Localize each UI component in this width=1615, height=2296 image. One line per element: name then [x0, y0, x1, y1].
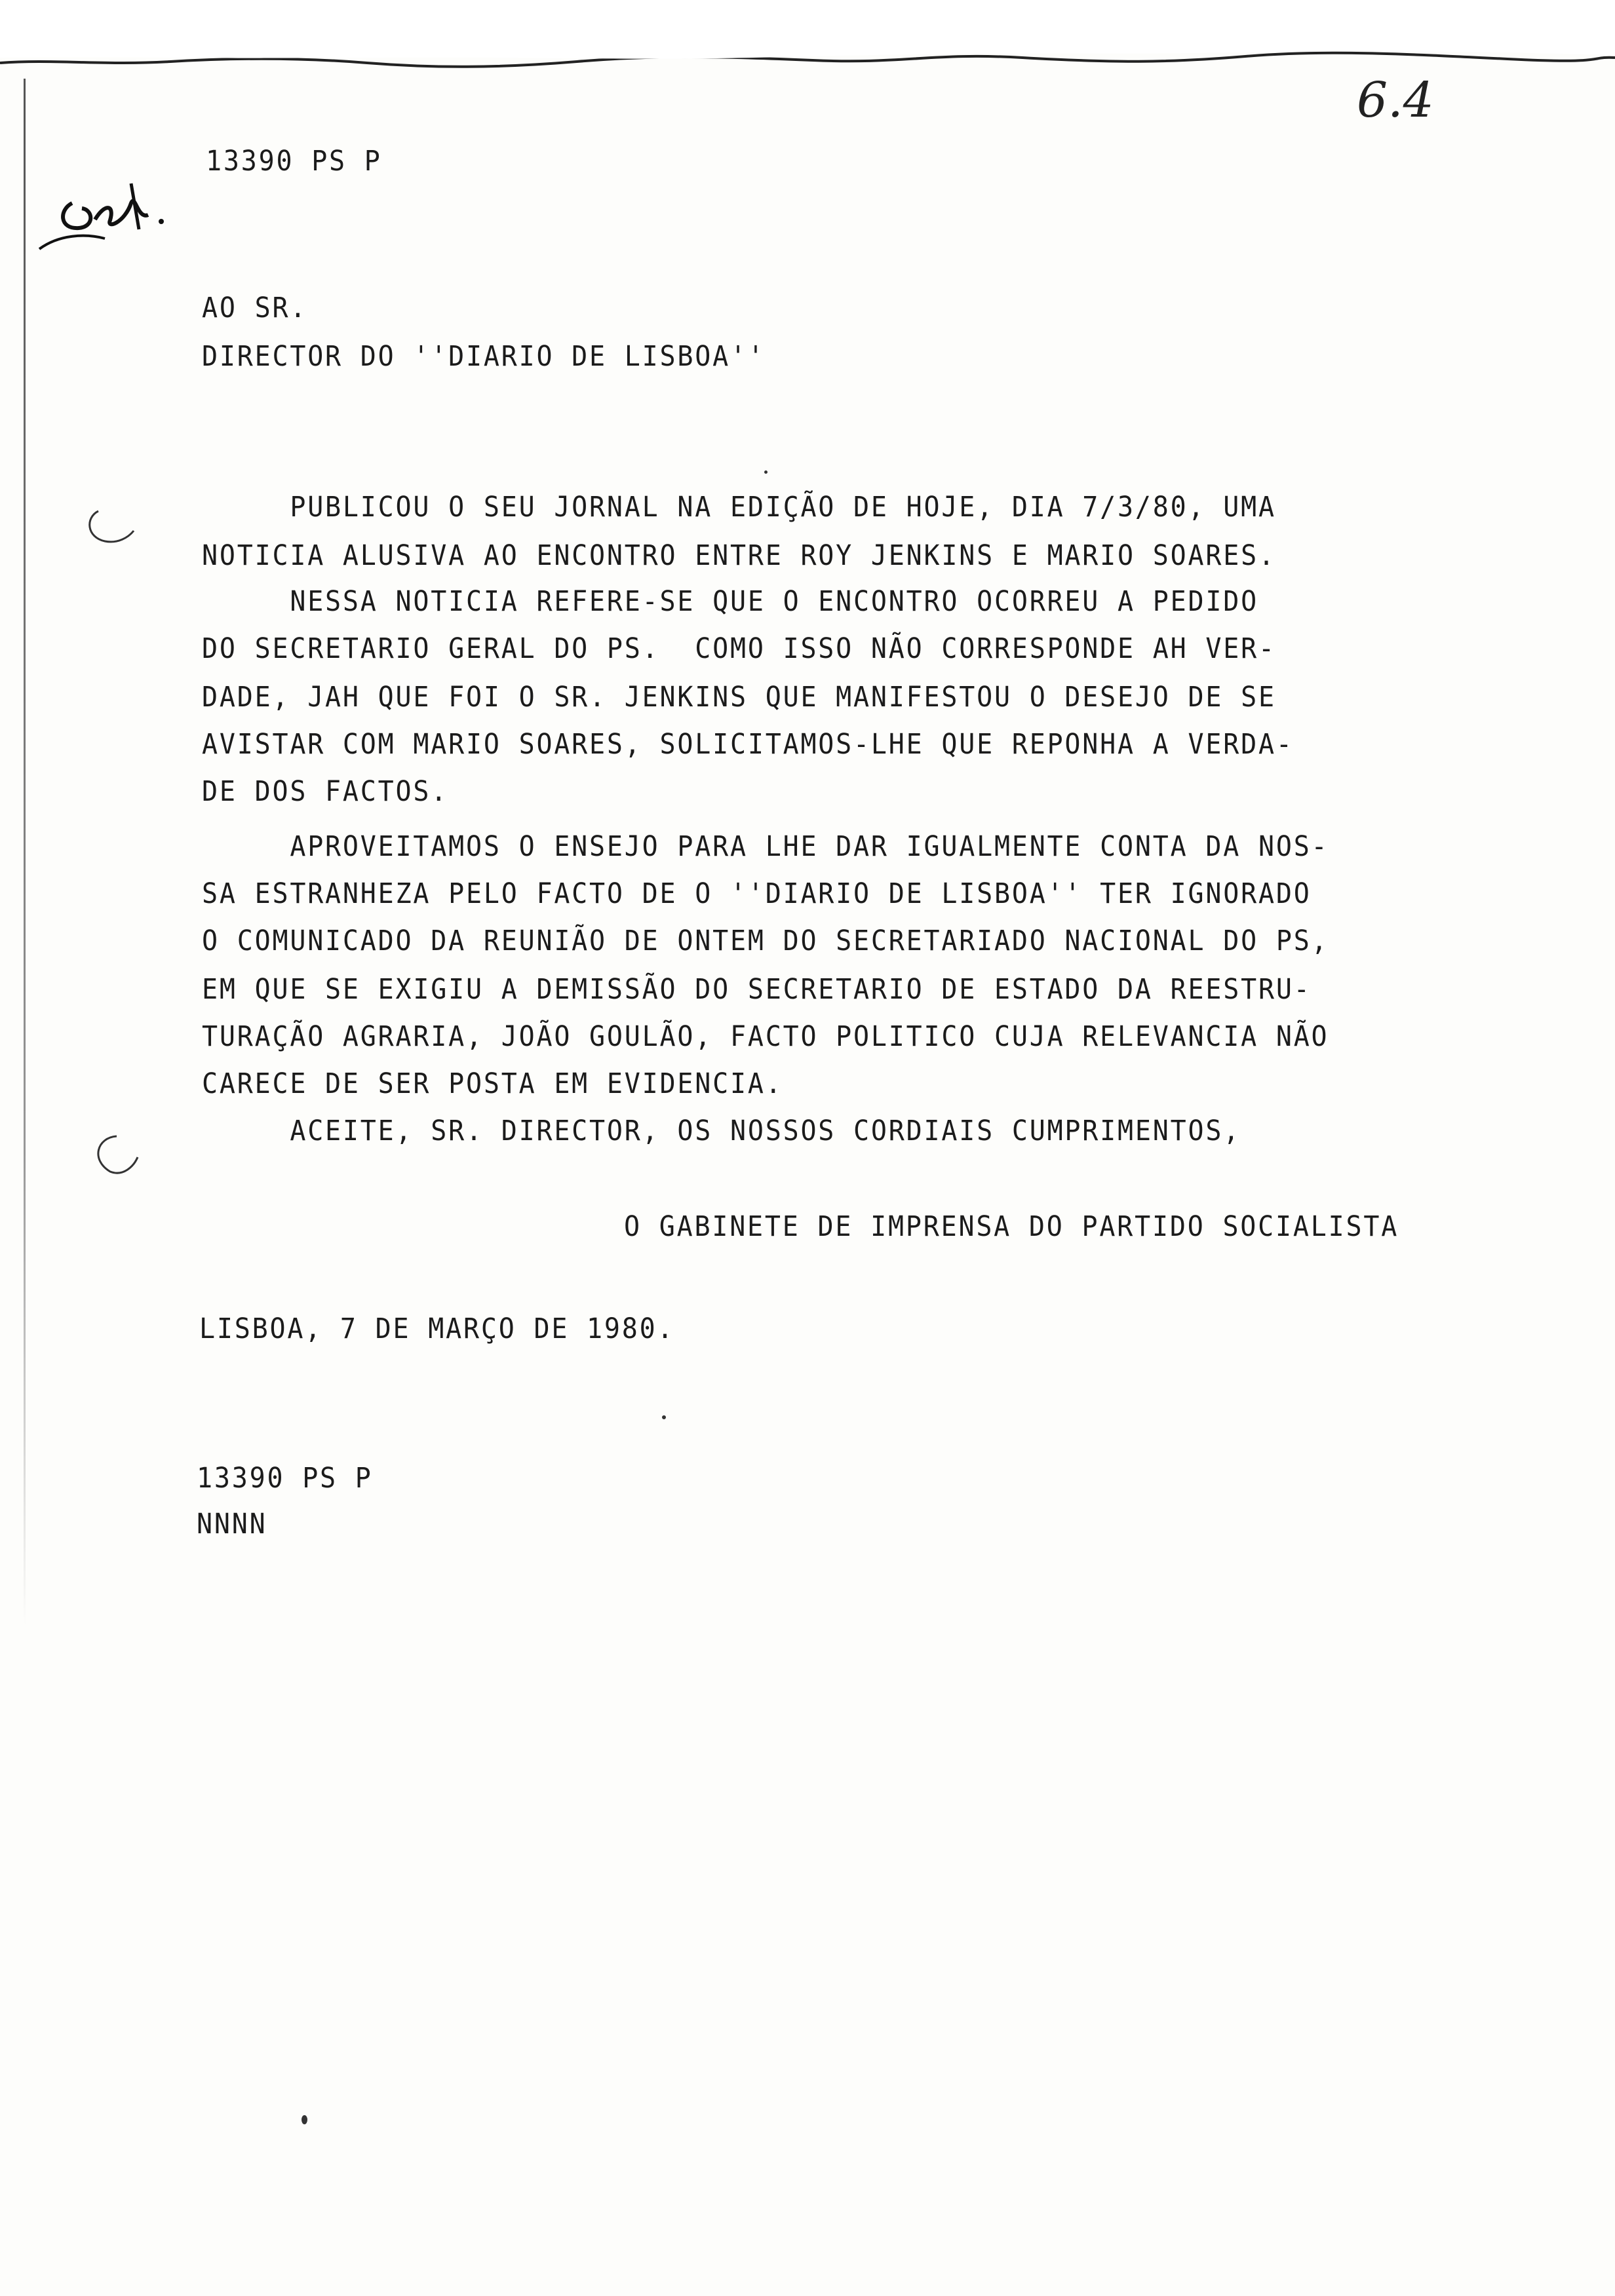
body-line: CARECE DE SER POSTA EM EVIDENCIA. — [202, 1067, 783, 1100]
body-line: EM QUE SE EXIGIU A DEMISSÃO DO SECRETARIO DE ESTADO DA REESTRU- — [202, 973, 1312, 1006]
body-line: DO SECRETARIO GERAL DO PS. COMO ISSO NÃO CORRESPONDE AH VER- — [202, 632, 1276, 665]
handwritten-page-number: 6.4 — [1357, 72, 1434, 128]
left-page-edge — [24, 79, 26, 1625]
ink-speck — [302, 2115, 307, 2124]
handwritten-sede-mark — [33, 157, 177, 262]
dateline: LISBOA, 7 DE MARÇO DE 1980. — [199, 1312, 675, 1345]
body-line: PUBLICOU O SEU JORNAL NA EDIÇÃO DE HOJE, DIA 7/3/80, UMA — [202, 491, 1276, 524]
header-telex-id: 13390 PS P — [206, 145, 382, 178]
footer-end-code: NNNN — [197, 1508, 267, 1540]
body-line: O COMUNICADO DA REUNIÃO DE ONTEM DO SECRETARIADO NACIONAL DO PS, — [202, 925, 1329, 957]
body-line: AVISTAR COM MARIO SOARES, SOLICITAMOS-LHE QUE REPONHA A VERDA- — [202, 728, 1294, 761]
punch-hole-mark-upper — [79, 505, 138, 550]
signature-line: O GABINETE DE IMPRENSA DO PARTIDO SOCIALISTA — [624, 1210, 1399, 1243]
body-line: TURAÇÃO AGRARIA, JOÃO GOULÃO, FACTO POLITICO CUJA RELEVANCIA NÃO — [202, 1020, 1329, 1053]
ink-speck — [764, 470, 768, 474]
addressee-line-2: DIRECTOR DO ''DIARIO DE LISBOA'' — [202, 340, 766, 373]
punch-hole-mark-lower — [84, 1134, 143, 1179]
body-line: DADE, JAH QUE FOI O SR. JENKINS QUE MANIFESTOU O DESEJO DE SE — [202, 681, 1276, 714]
body-line: NESSA NOTICIA REFERE-SE QUE O ENCONTRO OCORREU A PEDIDO — [202, 585, 1258, 618]
body-line: NOTICIA ALUSIVA AO ENCONTRO ENTRE ROY JENKINS E MARIO SOARES. — [202, 539, 1276, 572]
footer-telex-id: 13390 PS P — [197, 1462, 373, 1495]
body-line: DE DOS FACTOS. — [202, 775, 449, 808]
addressee-line-1: AO SR. — [202, 292, 308, 324]
body-line: APROVEITAMOS O ENSEJO PARA LHE DAR IGUALMENTE CONTA DA NOS- — [202, 830, 1329, 863]
ink-speck — [662, 1415, 666, 1419]
body-line: SA ESTRANHEZA PELO FACTO DE O ''DIARIO DE LISBOA'' TER IGNORADO — [202, 877, 1312, 910]
body-line: ACEITE, SR. DIRECTOR, OS NOSSOS CORDIAIS CUMPRIMENTOS, — [202, 1115, 1241, 1147]
